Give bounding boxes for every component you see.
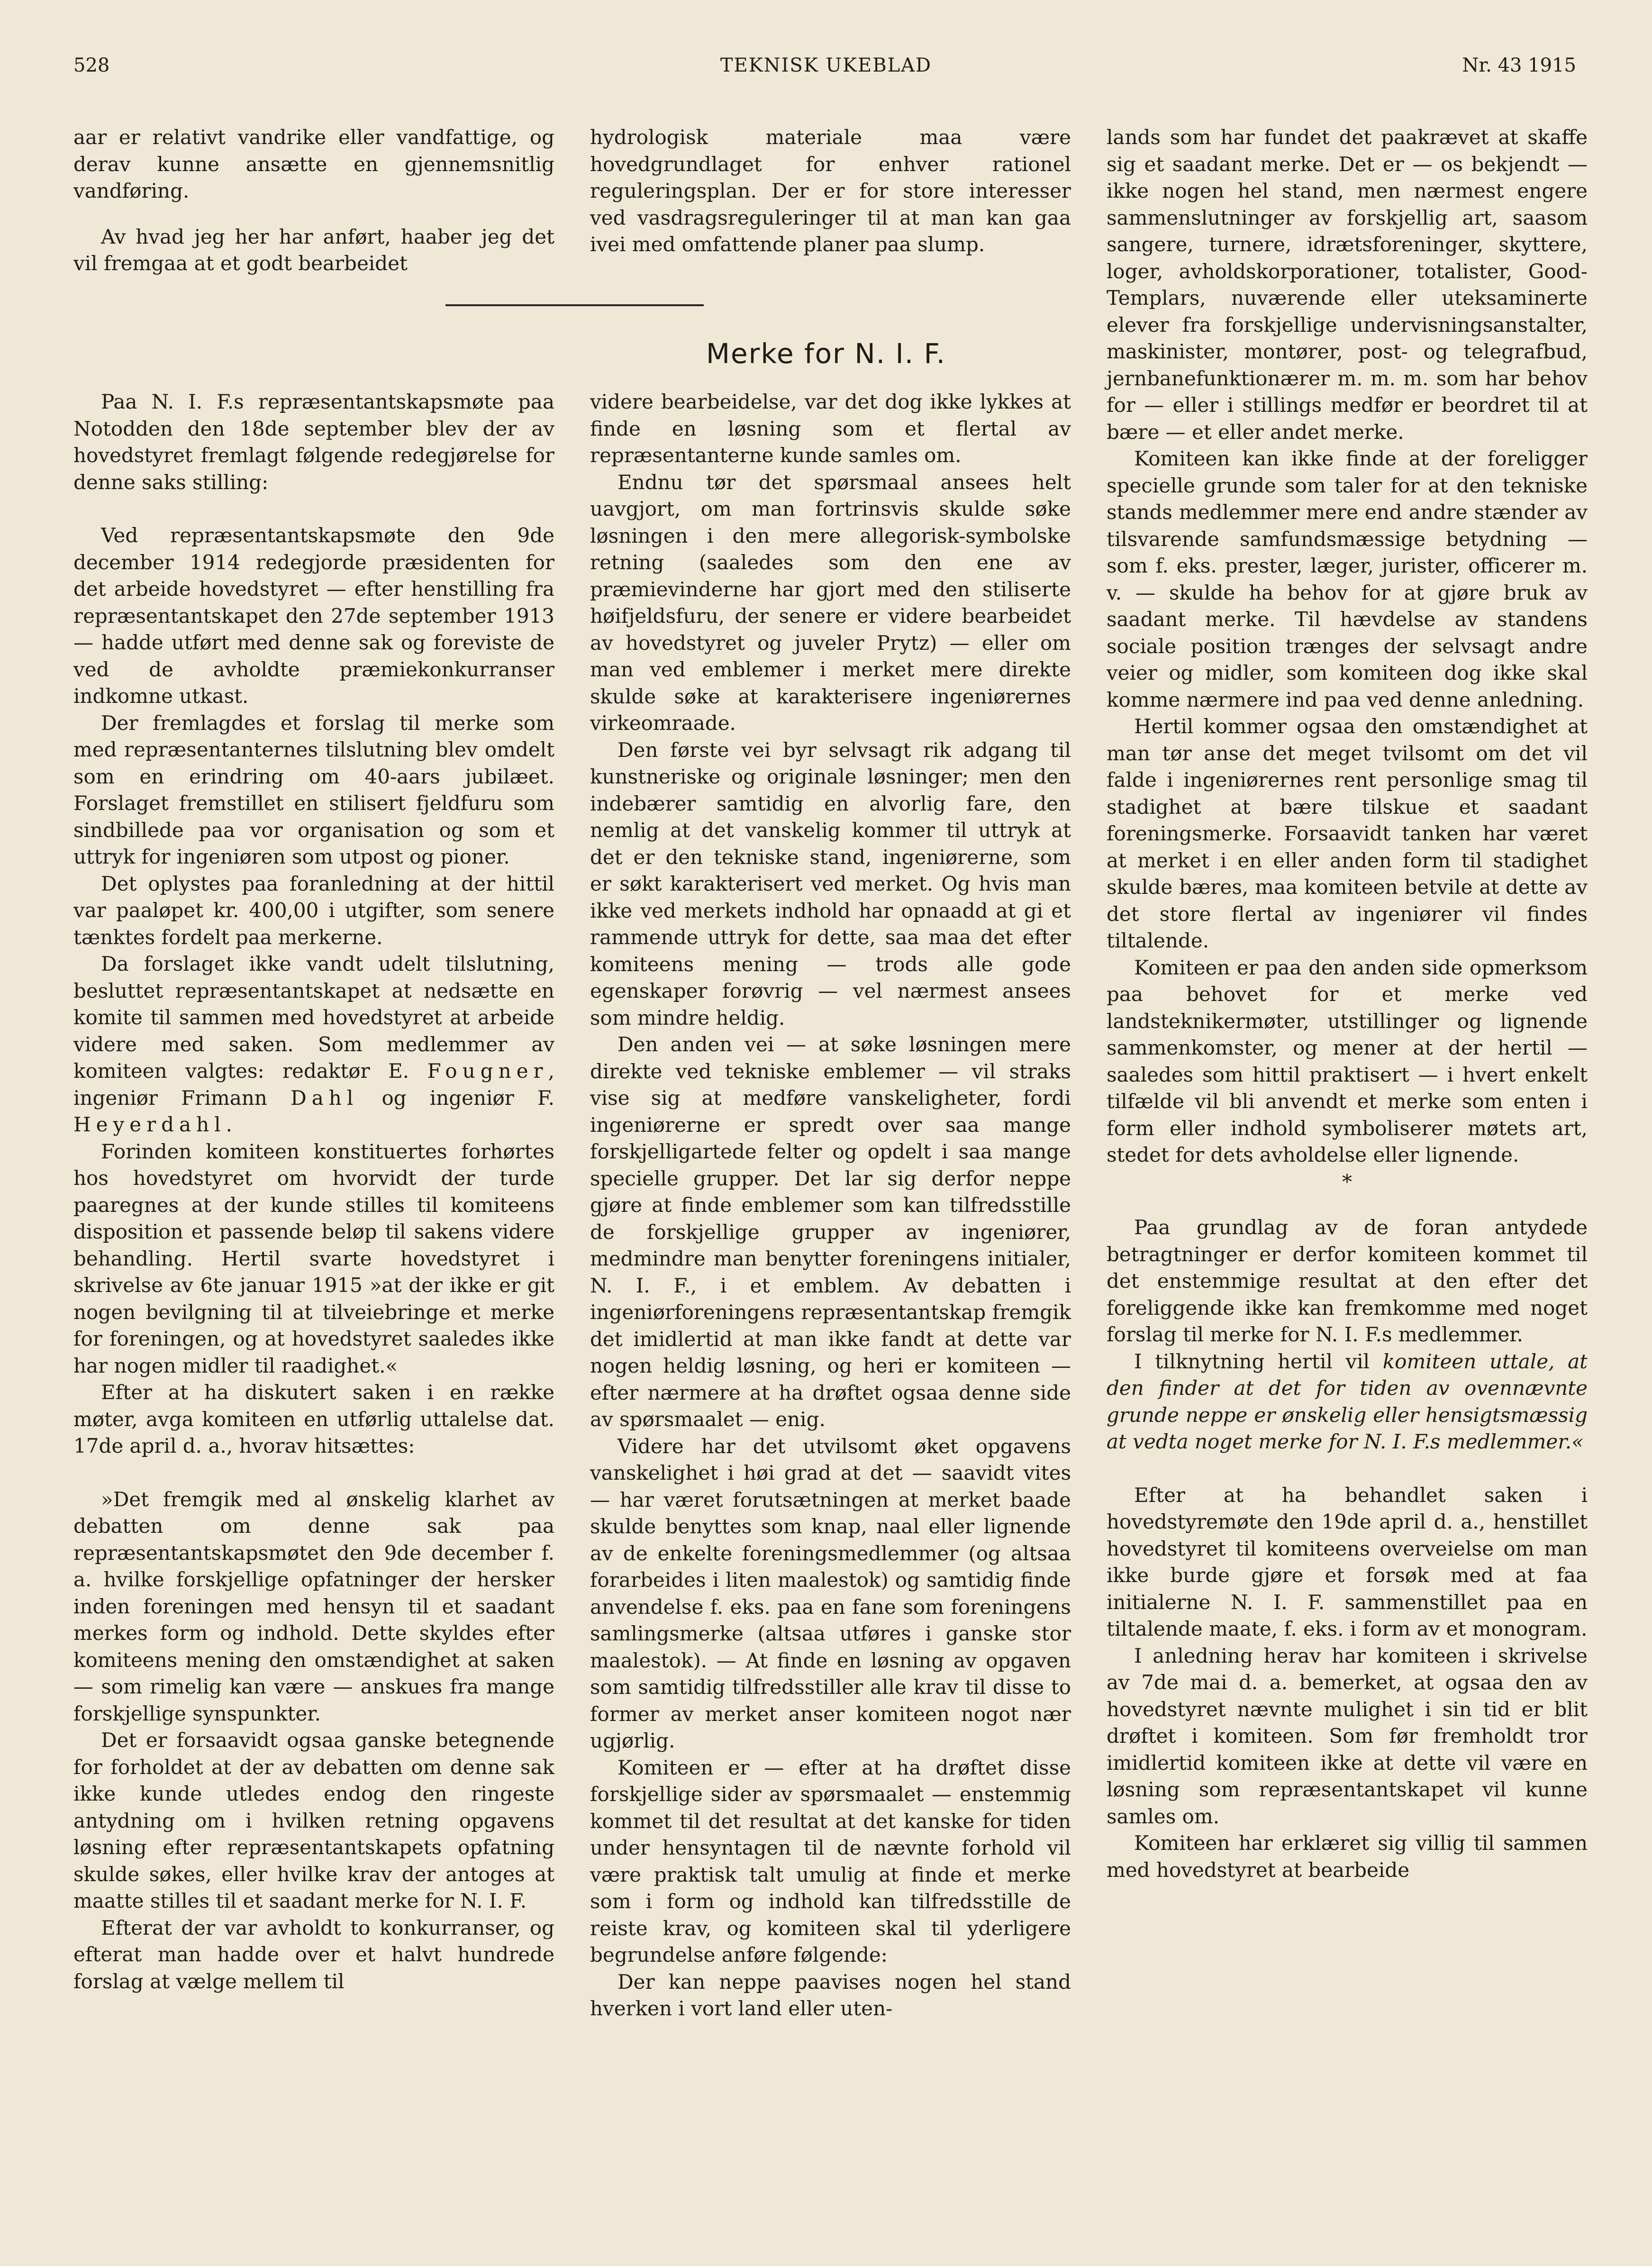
paragraph: aar er relativt vandrike eller vandfattige, og derav kunne ansætte en gjennemsnitlig vandføring. [73,126,554,202]
paragraph: Det er forsaavidt ogsaa ganske betegnende for forholdet at der av debatten om denne sak ikke kunde utledes endog den ringeste antydning om i hvilken retning opgavens løsning efter repræsentantskapets opfatning skulde søkes, eller hvilke krav der antoges at maatte stilles til et saadant merke for N. I. F. [73,1729,554,1912]
article-column-3 [1107,124,1588,1884]
text-run: . [226,1113,232,1136]
person-name: Dahl [290,1086,359,1110]
paragraph: Av hvad jeg her har anført, haaber jeg det vil fremgaa at et godt bearbeidet [73,225,554,275]
paragraph: Videre har det utvilsomt øket opgavens vanskelighet i høi grad at det — saavidt vites — har været forutsætningen at merket baade skulde benyttes som knap, naal eller lignende av de enkelte foreningsmedlemmer (og altsaa forarbeides i liten maalestok) og samtidig finde anvendelse f. eks. paa en fane som foreningens samlingsmerke (altsaa utføres i ganske stor maalestok). — At finde en løsning av opgaven som samtidig tilfredsstiller alle krav til disse to former av merket anser komiteen nogot nær ugjørlig. [590,1434,1071,1752]
paragraph: Komiteen har erklæret sig villig til sammen med hovedstyret at bearbeide [1107,1831,1588,1882]
paragraph [73,951,554,1138]
paragraph: Den anden vei — at søke løsningen mere direkte ved tekniske emblemer — vil straks vise sig at medføre vanskeligheter, fordi ingeniørerne er spredt over saa mange forskjelligartede felter og opdelt i saa mange specielle grupper. Det lar sig derfor neppe gjøre at finde emblemer som kan tilfredsstille de forskjellige grupper av ingeniører, medmindre man benytter foreningens initialer, N. I. F., i et emblem. Av debatten i ingeniørforeningens repræsentantskap fremgik det imidlertid at man ikke fandt at dette var nogen heldig løsning, og heri er komiteen — efter nærmere at ha drøftet ogsaa denne side av spørsmaalet — enig. [590,1033,1071,1431]
paragraph: Den første vei byr selvsagt rik adgang til kunstneriske og originale løsninger; men den indebærer samtidig en alvorlig fare, den nemlig at det vanskelig kommer til uttryk at det er den tekniske stand, ingeniørerne, som er søkt karakterisert ved merket. Og hvis man ikke ved merkets indhold har opnaadd at gi et rammende uttryk for dette, saa maa det efter komiteens mening — trods alle gode egenskaper forøvrig — vel nærmest ansees som mindre heldig. [590,738,1071,1029]
paragraph: Ved repræsentantskapsmøte den 9de december 1914 redegjorde præsidenten for det arbeide hovedstyret — efter henstilling fra repræsentantskapet den 27de september 1913 — hadde utført med denne sak og foreviste de ved de avholdte præmiekonkurranser indkomne utkast. [73,524,554,708]
article-column-2 [590,389,1071,2022]
paragraph: Efter at ha behandlet saken i hovedstyremøte den 19de april d. a., henstillet hovedstyret til komiteens overveielse om man ikke burde gjøre et forsøk med at faa initialerne N. I. F. sammenstillet paa en tiltalende maate, f. eks. i form av et monogram. [1107,1483,1588,1640]
page-number: 528 [73,55,110,76]
paragraph: Paa N. I. F.s repræsentantskapsmøte paa Notodden den 18de september blev der av hovedstyret fremlagt følgende redegjørelse for denne saks stilling: [73,390,554,494]
paragraph: Komiteen kan ikke finde at der foreligger specielle grunde som taler for at den tekniske stands medlemmer mere end andre stænder av tilsvarende samfundsmæssige betydning — som f. eks. prester, læger, jurister, officerer m. v. — skulde ha behov for at gjøre bruk av saadant merke. Til hævdelse av standens sociale position trænges der selvsagt andre veier og midler, som komiteen dog ikke skal komme nærmere ind paa ved denne anledning. [1107,447,1588,711]
text-run: , ingeniør Frimann [73,1059,554,1110]
paragraph: hydrologisk materiale maa være hovedgrundlaget for enhver rationel reguleringsplan. Der er for store interesser ved vasdragsreguleringer til at man kan gaa ivei med omfattende planer paa slump. [590,126,1071,256]
person-name: Fougner [427,1059,548,1083]
journal-title: TEKNISK UKEBLAD [720,55,932,76]
section-separator-star: * [1342,1170,1352,1193]
text-run: og ingeniør F. [381,1086,554,1110]
person-name: Heyerdahl [73,1113,226,1136]
issue-number: Nr. 43 1915 [1462,55,1576,76]
section-divider [445,304,704,306]
page-header [0,55,1652,83]
paragraph: Forinden komiteen konstituertes forhørtes hos hovedstyret om hvorvidt der turde paaregnes at der kunde stilles til komiteens disposition et passende beløp til sakens videre behandling. Hertil svarte hovedstyret i skrivelse av 6te januar 1915 »at der ikke er git nogen bevilgning til at tilveiebringe et merke for foreningen, og at hovedstyret saaledes ikke har nogen midler til raadighet.« [73,1139,554,1377]
paragraph: Komiteen er — efter at ha drøftet disse forskjellige sider av spørsmaalet — enstemmig kommet til det resultat at det kanske for tiden under hensyntagen til de nævnte forhold vil være praktisk talt umulig at finde et merke som i form og indhold kan tilfredsstille de reiste krav, og komiteen skal til yderligere begrundelse anføre følgende: [590,1756,1071,1966]
paragraph: Efterat der var avholdt to konkurranser, og efterat man hadde over et halvt hundrede forslag at vælge mellem til [73,1916,554,1993]
paragraph: Komiteen er paa den anden side opmerksom paa behovet for et merke ved landsteknikermøter, utstillinger og lignende sammenkomster, og mener at der hertil — saaledes som hittil praktisert — i hvert enkelt tilfælde vil bli anvendt et merke som enten i form eller indhold symboliserer møtets art, stedet for dets avholdelse eller lignende. [1107,956,1588,1166]
paragraph: Der fremlagdes et forslag til merke som med repræsentanternes tilslutning blev omdelt som en erindring om 40-aars jubilæet. Forslaget fremstillet en stilisert fjeldfuru som sindbillede paa vor organisation og som et uttryk for ingeniøren som utpost og pioner. [73,711,554,868]
italic-quote: komiteen uttale, at den finder at det for tiden av ovennævnte grunde neppe er ønskelig eller hensigtsmæssig at vedta noget merke for N. I. F.s medlemmer.« [1107,1349,1588,1453]
article-column-1 [73,389,554,1995]
text-run: I tilknytning hertil vil [1134,1349,1370,1373]
paragraph: lands som har fundet det paakrævet at skaffe sig et saadant merke. Det er — os bekjendt — ikke nogen hel stand, men nærmest engere sammenslutninger av forskjellig art, saasom sangere, turnere, idrætsforeninger, skyttere, loger, avholdskorporationer, totalister, Good-Templars, nuværende eller uteksaminerte elever fra forskjellige undervisningsanstalter, maskinister, montører, post- og telegrafbud, jernbanefunktionærer m. m. m. som har behov for — eller i stillings medfør er beordret til at bære — et eller andet merke. [1107,126,1588,444]
paragraph: Efter at ha diskutert saken i en række møter, avga komiteen en utførlig uttalelse dat. 17de april d. a., hvorav hitsættes: [73,1381,554,1457]
paragraph: Hertil kommer ogsaa den omstændighet at man tør anse det meget tvilsomt om det vil falde i ingeniørernes rent personlige smag til stadighet at bære tilskue et saadant foreningsmerke. Forsaavidt tanken har været at merket i en eller anden form til stadighet skulde bæres, maa komiteen betvile at dette av det store flertal av ingeniører vil findes tiltalende. [1107,715,1588,952]
paragraph: I anledning herav har komiteen i skrivelse av 7de mai d. a. bemerket, at ogsaa den av hovedstyret nævnte mulighet i sin tid er blit drøftet i komiteen. Som før fremholdt tror imidlertid komiteen ikke at dette vil være en løsning som repræsentantskapet vil kunne samles om. [1107,1644,1588,1828]
top-column-2 [590,124,1071,258]
top-column-1 [73,124,554,277]
paragraph [1107,1348,1588,1456]
paragraph: Paa grundlag av de foran antydede betragtninger er derfor komiteen kommet til det enstemmige resultat at den efter det foreliggende ikke kan fremkomme med noget forslag til merke for N. I. F.s medlemmer. [1107,1216,1588,1346]
paragraph: »Det fremgik med al ønskelig klarhet av debatten om denne sak paa repræsentantskapsmøtet den 9de december f. a. hvilke forskjellige opfatninger der hersker inden foreningen med hensyn til et saadant merkes form og indhold. Dette skyldes efter komiteens mening den omstændighet at saken — som rimelig kan være — anskues fra mange forskjellige synspunkter. [73,1487,554,1725]
paragraph: videre bearbeidelse, var det dog ikke lykkes at finde en løsning som et flertal av repræsentanterne kunde samles om. [590,390,1071,467]
paragraph: Der kan neppe paavises nogen hel stand hverken i vort land eller uten- [590,1970,1071,2020]
article-title: Merke for N. I. F. [706,337,946,370]
text-run: Da forslaget ikke vandt udelt tilslutning, besluttet repræsentantskapet at nedsætte en komite til sammen med hovedstyret at arbeide videre med saken. Som medlemmer av komiteen valgtes: redaktør E. [73,952,554,1083]
paragraph: Endnu tør det spørsmaal ansees helt uavgjort, om man fortrinsvis skulde søke løsningen i den mere allegorisk-symbolske retning (saaledes som den ene av præmievinderne har gjort med den stiliserte høifjeldsfuru, der senere er videre bearbeidet av hovedstyret og juveler Prytz) — eller om man ved emblemer i merket mere direkte skulde søke at karakterisere ingeniørernes virkeomraade. [590,470,1071,735]
paragraph: Det oplystes paa foranledning at der hittil var paaløpet kr. 400,00 i utgifter, som senere tænktes fordelt paa merkerne. [73,872,554,949]
